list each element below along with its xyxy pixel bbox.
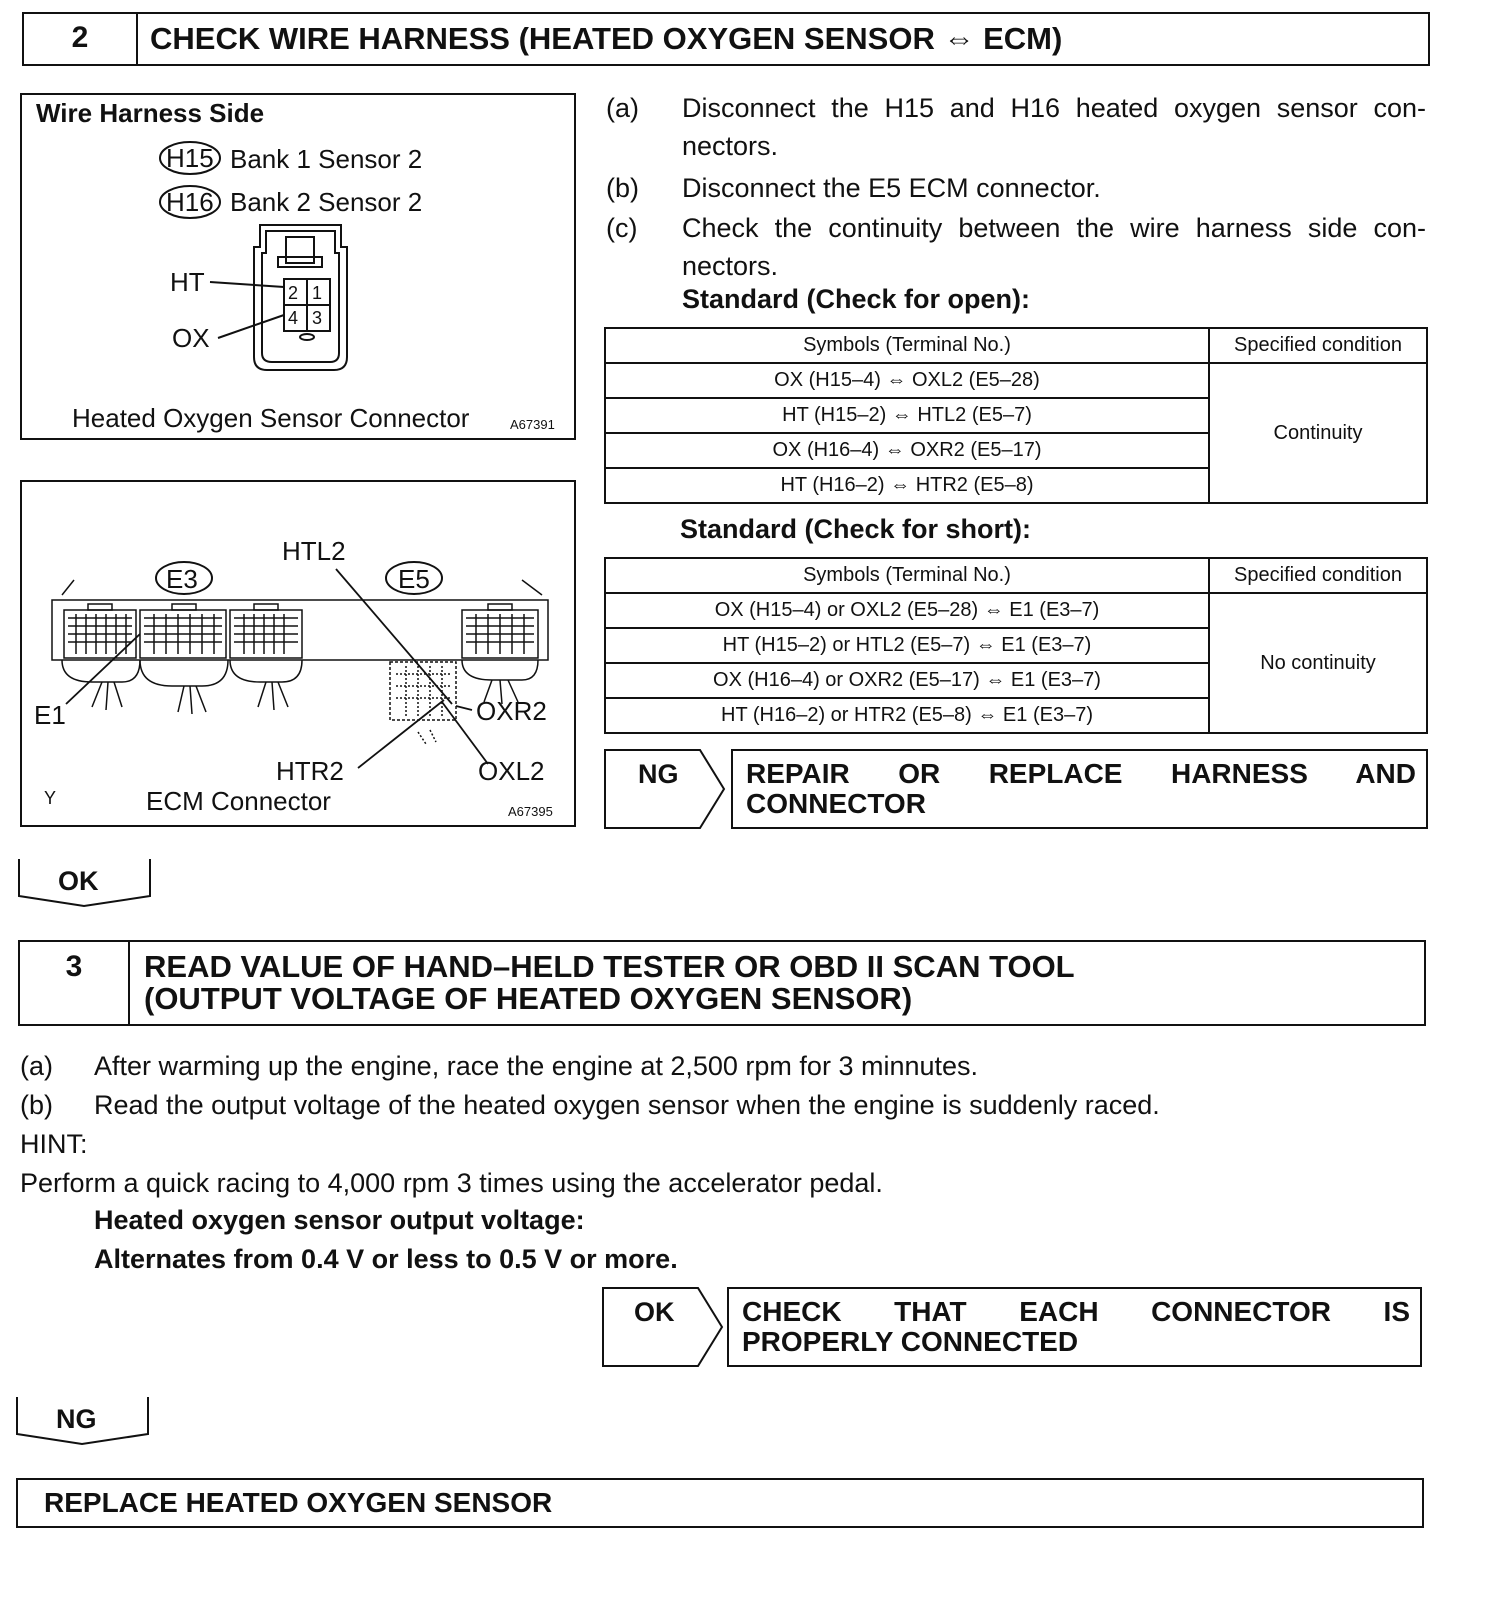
table-row: HT (H16–2) ⇔ HTR2 (E5–8) — [605, 468, 1209, 503]
pin-4: 4 — [288, 308, 299, 328]
ng-tag: NG — [638, 759, 679, 789]
short-table — [604, 557, 1428, 734]
fig2-code: A67395 — [508, 804, 553, 819]
sensor-connector-figure — [20, 93, 576, 440]
ng-action-line1: REPAIR OR REPLACE HARNESS AND — [746, 758, 1416, 789]
label-e1: E1 — [34, 700, 66, 730]
final-action-box — [16, 1478, 1424, 1528]
step-letter: (a) — [606, 93, 639, 123]
h16-id: H16 — [166, 187, 214, 217]
ng-tag: NG — [56, 1404, 97, 1434]
label-e5: E5 — [398, 564, 430, 594]
fig1-heading: Wire Harness Side — [36, 98, 265, 128]
step-letter: (b) — [20, 1090, 53, 1120]
step3-header — [18, 940, 1426, 1026]
ecm-connector-icon — [52, 569, 548, 768]
label-y: Y — [44, 788, 57, 808]
short-col-symbols: Symbols (Terminal No.) — [605, 558, 1209, 593]
step2-ng-result — [604, 749, 1428, 829]
fig1-code: A67391 — [510, 417, 555, 432]
label-oxr2: OXR2 — [476, 696, 547, 726]
pin-1: 1 — [312, 283, 323, 303]
step-text: After warming up the engine, race the engine at 2,500 rpm for 3 minnutes. — [94, 1051, 979, 1081]
std-line1: Heated oxygen sensor output voltage: — [94, 1205, 585, 1235]
h15-id: H15 — [166, 143, 214, 173]
ok-action-line1: CHECK THAT EACH CONNECTOR IS — [742, 1296, 1410, 1327]
step3-ok-result — [602, 1287, 1422, 1367]
label-htr2: HTR2 — [276, 756, 344, 786]
step-text: Disconnect the E5 ECM connector. — [682, 173, 1101, 203]
pin-3: 3 — [312, 308, 323, 328]
step2-item-a — [606, 88, 1426, 168]
table-row: OX (H15–4) ⇔ OXL2 (E5–28) — [605, 363, 1209, 398]
table-row: OX (H16–4) ⇔ OXR2 (E5–17) — [605, 433, 1209, 468]
table-row: OX (H15–4) or OXL2 (E5–28) ⇔ E1 (E3–7) — [605, 593, 1209, 628]
open-condition: Continuity — [1209, 363, 1427, 503]
step-letter: (a) — [20, 1051, 53, 1081]
label-ox: OX — [172, 323, 210, 353]
std-line2: Alternates from 0.4 V or less to 0.5 V or more. — [94, 1244, 678, 1274]
step3-number: 3 — [20, 942, 130, 1024]
step2-item-b — [606, 168, 1426, 208]
pin-2: 2 — [288, 283, 299, 303]
step3-title-line1: READ VALUE OF HAND–HELD TESTER OR OBD II SCAN TOOL — [144, 949, 1075, 984]
hint-label: HINT: — [20, 1129, 88, 1159]
step-letter: (b) — [606, 173, 639, 203]
open-table — [604, 327, 1428, 504]
table-row: HT (H15–2) ⇔ HTL2 (E5–7) — [605, 398, 1209, 433]
h16-desc: Bank 2 Sensor 2 — [230, 187, 423, 217]
step-text: Disconnect the H15 and H16 heated oxygen sensor con- — [682, 93, 1426, 123]
step3-ng-flow — [16, 1396, 150, 1446]
open-col-condition: Specified condition — [1209, 328, 1427, 363]
step-text: Read the output voltage of the heated oxygen sensor when the engine is suddenly raced. — [94, 1090, 1160, 1120]
table-row: HT (H16–2) or HTR2 (E5–8) ⇔ E1 (E3–7) — [605, 698, 1209, 733]
label-e3: E3 — [166, 564, 198, 594]
step2-item-c — [606, 208, 1426, 288]
connector-drawing-icon — [210, 225, 347, 370]
ok-tag: OK — [634, 1297, 675, 1327]
open-heading: Standard (Check for open): — [682, 284, 1031, 314]
step2-header — [22, 12, 1430, 66]
short-heading: Standard (Check for short): — [680, 514, 1032, 544]
step-text: Check the continuity between the wire harness side con- — [682, 213, 1426, 243]
h15-desc: Bank 1 Sensor 2 — [230, 144, 423, 174]
step3-title-line2: (OUTPUT VOLTAGE OF HEATED OXYGEN SENSOR) — [144, 981, 913, 1016]
final-action-text: REPLACE HEATED OXYGEN SENSOR — [44, 1487, 553, 1518]
label-oxl2: OXL2 — [478, 756, 545, 786]
step-letter: (c) — [606, 213, 638, 243]
table-row: OX (H16–4) or OXR2 (E5–17) ⇔ E1 (E3–7) — [605, 663, 1209, 698]
ng-action-line2: CONNECTOR — [746, 788, 926, 819]
label-htl2: HTL2 — [282, 536, 346, 566]
open-col-symbols: Symbols (Terminal No.) — [605, 328, 1209, 363]
step2-steps — [606, 88, 1426, 288]
step-text-cont: nectors. — [682, 251, 779, 281]
ecm-connector-figure — [20, 480, 576, 827]
ok-action-line2: PROPERLY CONNECTED — [742, 1326, 1079, 1357]
step2-number: 2 — [24, 14, 138, 64]
short-condition: No continuity — [1209, 593, 1427, 733]
fig1-caption: Heated Oxygen Sensor Connector — [72, 403, 470, 433]
fig2-caption: ECM Connector — [146, 786, 331, 816]
step-text-cont: nectors. — [682, 131, 779, 161]
ok-tag: OK — [58, 866, 99, 896]
short-col-condition: Specified condition — [1209, 558, 1427, 593]
table-row: HT (H15–2) or HTL2 (E5–7) ⇔ E1 (E3–7) — [605, 628, 1209, 663]
step2-ok-flow — [18, 858, 152, 908]
hint-text: Perform a quick racing to 4,000 rpm 3 times using the accelerator pedal. — [20, 1168, 883, 1198]
label-ht: HT — [170, 267, 205, 297]
step2-title: CHECK WIRE HARNESS (HEATED OXYGEN SENSOR ⇔ ECM) — [150, 21, 1063, 56]
